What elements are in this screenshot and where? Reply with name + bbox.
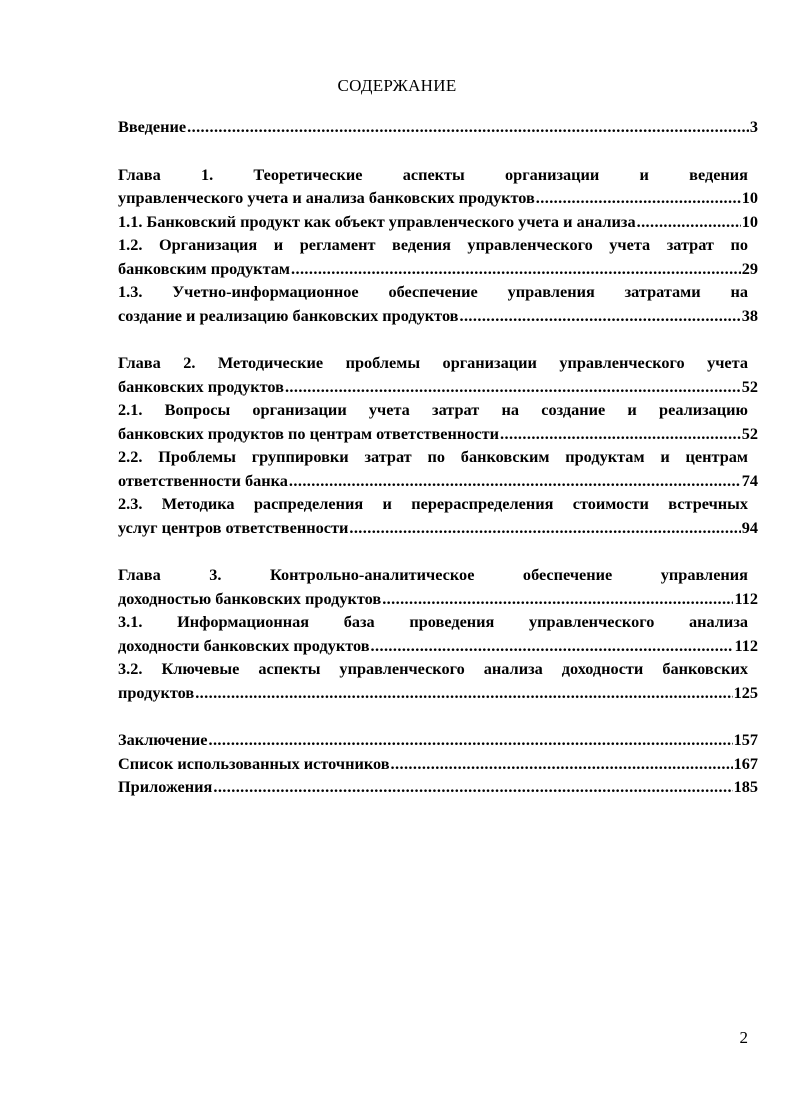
- toc-entry-text: продуктов: [118, 682, 195, 702]
- toc-entry-text: 1.1. Банковский продукт как объект управленческого учета и анализа: [118, 211, 636, 231]
- toc-entry-page: 52: [741, 423, 758, 443]
- toc-entry-2-3-line1[interactable]: 2.3. Методика распределения и перераспределения стоимости встречных: [118, 494, 748, 513]
- toc-entry-text: создание и реализацию банковских продуктов: [118, 305, 459, 325]
- toc-entry-text: банковским продуктам: [118, 258, 290, 278]
- toc-entry-page: 74: [741, 470, 758, 490]
- table-of-contents: [118, 115, 758, 799]
- dot-leader: [349, 516, 740, 540]
- dot-leader: [500, 422, 741, 446]
- toc-entry-1-3-line2[interactable]: [118, 304, 758, 328]
- toc-entry-text: управленческого учета и анализа банковских продуктов: [118, 188, 535, 207]
- page-title: СОДЕРЖАНИЕ: [337, 76, 457, 95]
- toc-entry-page: 125: [733, 682, 758, 702]
- toc-entry-2-2-line1[interactable]: 2.2. Проблемы группировки затрат по банковским продуктам и центрам: [118, 447, 748, 466]
- dot-leader: [187, 115, 749, 139]
- dot-leader: [371, 634, 734, 658]
- dot-leader: [213, 775, 732, 799]
- dot-leader: [459, 304, 740, 328]
- toc-chapter-3-line2[interactable]: [118, 587, 758, 611]
- toc-entry-1-3-line1[interactable]: 1.3. Учетно-информационное обеспечение управления затратами на: [118, 282, 748, 301]
- toc-entry-page: 94: [741, 517, 758, 537]
- toc-entry-text: ответственности банка: [118, 470, 288, 490]
- toc-entry-2-1-line2[interactable]: [118, 422, 758, 446]
- toc-entry-1-1[interactable]: [118, 210, 758, 234]
- toc-chapter-2-line2[interactable]: [118, 375, 758, 399]
- toc-entry-conclusion[interactable]: [118, 728, 758, 752]
- section-gap: [118, 704, 758, 728]
- toc-entry-page: 157: [733, 730, 758, 749]
- toc-entry-text: доходности банковских продуктов: [118, 635, 370, 655]
- toc-entry-page: 38: [741, 305, 758, 325]
- toc-entry-3-2-line2[interactable]: [118, 681, 758, 705]
- section-gap: [118, 139, 758, 163]
- toc-entry-page: 52: [741, 376, 758, 396]
- toc-entry-page: 10: [741, 188, 758, 207]
- toc-entry-text: доходностью банковских продуктов: [118, 588, 382, 608]
- dot-leader: [382, 587, 733, 611]
- toc-entry-page: 112: [734, 635, 758, 655]
- toc-entry-page: 29: [741, 258, 758, 278]
- toc-chapter-2-line1[interactable]: Глава 2. Методические проблемы организации управленческого учета: [118, 353, 748, 372]
- section-gap: [118, 327, 758, 351]
- toc-entry-sources[interactable]: [118, 752, 758, 776]
- toc-entry-page: 185: [733, 777, 758, 796]
- toc-chapter-1-line2[interactable]: [118, 186, 758, 210]
- toc-entry-text: банковских продуктов по центрам ответственности: [118, 423, 500, 443]
- toc-entry-3-1-line2[interactable]: [118, 634, 758, 658]
- toc-entry-3-1-line1[interactable]: 3.1. Информационная база проведения управленческого анализа: [118, 612, 748, 631]
- page-number: 2: [739, 1028, 748, 1047]
- toc-chapter-3-line1[interactable]: Глава 3. Контрольно-аналитическое обеспечение управления: [118, 565, 748, 584]
- toc-entry-page: 112: [734, 588, 758, 608]
- dot-leader: [291, 257, 741, 281]
- toc-entry-1-2-line1[interactable]: 1.2. Организация и регламент ведения управленческого учета затрат по: [118, 235, 748, 254]
- toc-entry-2-3-line2[interactable]: [118, 516, 758, 540]
- toc-entry-3-2-line1[interactable]: 3.2. Ключевые аспекты управленческого анализа доходности банковских: [118, 659, 748, 678]
- toc-entry-page: 10: [741, 211, 758, 231]
- toc-entry-1-2-line2[interactable]: [118, 257, 758, 281]
- toc-entry-page: 3: [749, 117, 758, 136]
- toc-entry-appendix[interactable]: [118, 775, 758, 799]
- toc-entry-2-1-line1[interactable]: 2.1. Вопросы организации учета затрат на создание и реализацию: [118, 400, 748, 419]
- dot-leader: [536, 186, 741, 210]
- toc-entry-text: Введение: [118, 117, 187, 136]
- toc-entry-page: 167: [733, 753, 758, 773]
- toc-entry-text: Заключение: [118, 730, 208, 749]
- section-gap: [118, 539, 758, 563]
- toc-entry-text: услуг центров ответственности: [118, 517, 349, 537]
- dot-leader: [637, 210, 741, 234]
- toc-entry-2-2-line2[interactable]: [118, 469, 758, 493]
- toc-entry-text: Список использованных источников: [118, 753, 390, 773]
- dot-leader: [285, 375, 741, 399]
- dot-leader: [208, 728, 732, 752]
- dot-leader: [289, 469, 741, 493]
- toc-chapter-1-line1[interactable]: Глава 1. Теоретические аспекты организации и ведения: [118, 164, 748, 184]
- dot-leader: [195, 681, 732, 705]
- toc-entry-intro[interactable]: [118, 115, 758, 139]
- toc-entry-text: банковских продуктов: [118, 376, 284, 396]
- dot-leader: [391, 752, 733, 776]
- toc-entry-text: Приложения: [118, 777, 213, 796]
